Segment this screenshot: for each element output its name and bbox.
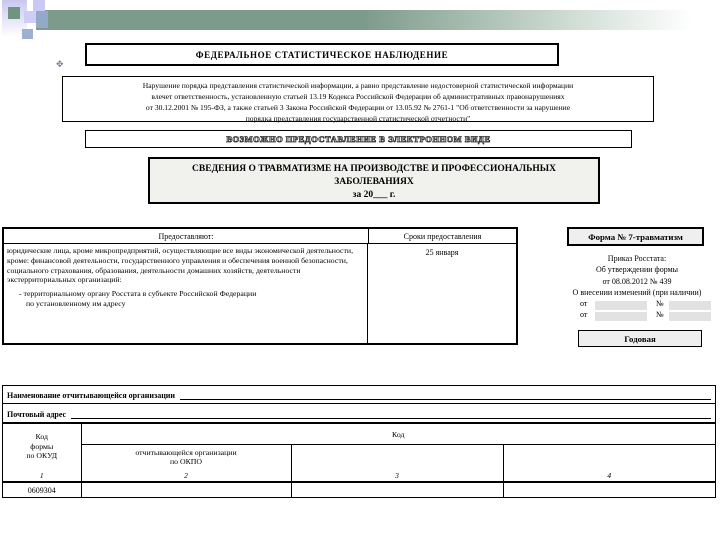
- rosstat-order-block: [556, 253, 718, 298]
- form-number-box: [567, 227, 704, 246]
- form-title-period: за 20___ г.: [352, 190, 396, 200]
- amendment2-number-field[interactable]: [669, 312, 711, 321]
- org-name-fill-line[interactable]: [180, 389, 711, 400]
- postal-address-fill-line[interactable]: [71, 408, 711, 419]
- decoration-square-green: [8, 7, 20, 19]
- decoration-square-steel-small: [22, 29, 33, 39]
- periodicity-label: Годовая: [624, 333, 656, 344]
- warning-line: Нарушение порядка представления статистической информации, а равно представление недостоверной статистической информации: [142, 81, 574, 90]
- decoration-square-lavender-mid: [24, 11, 36, 23]
- organization-section: [2, 385, 716, 498]
- object-anchor-icon: ✥: [56, 59, 64, 69]
- recipient-line: по установленному им адресу: [26, 298, 126, 308]
- okud-header-cell: [3, 423, 81, 469]
- recipient-line: - территориальному органу Росстата в субъекте Российской Федерации: [19, 289, 257, 299]
- amendment1-number-field[interactable]: [669, 301, 711, 310]
- amendment2-from-label: от: [580, 310, 588, 319]
- warning-line: влечет ответственность, установленную статьей 13.19 Кодекса Российской Федерации об административных правонарушениях: [151, 92, 565, 101]
- deadline-header-cell: Сроки предоставления: [403, 231, 482, 241]
- okud-header-line: по ОКУД: [26, 451, 58, 461]
- warning-line: от 30.12.2001 № 195-ФЗ, а также статьей 3 Закона Российской Федерации от 13.05.92 № 2761-1 "Об ответственности за нарушение: [145, 103, 571, 112]
- code-input-cell[interactable]: [503, 482, 715, 497]
- org-name-row: [3, 386, 715, 404]
- okud-code-cell: 0609304: [3, 482, 81, 497]
- decoration-square-steel-tall: [36, 11, 48, 28]
- code-input-cell[interactable]: [291, 482, 503, 497]
- postal-address-label: Почтовый адрес: [7, 410, 67, 419]
- code-header-empty-cell: [503, 445, 715, 470]
- okpo-code-input-cell[interactable]: [81, 482, 291, 497]
- order-line: Приказ Росстата:: [607, 254, 667, 263]
- form-title-box: [148, 157, 600, 204]
- form-title-line: СВЕДЕНИЯ О ТРАВМАТИЗМЕ НА ПРОИЗВОДСТВЕ И ПРОФЕССИОНАЛЬНЫХ: [192, 164, 556, 174]
- federal-observation-title-box: [85, 43, 559, 66]
- form-title-line: ЗАБОЛЕВАНИЯХ: [334, 177, 414, 187]
- order-line: от 08.08.2012 № 439: [602, 276, 672, 286]
- amendment2-date-field[interactable]: [595, 312, 647, 321]
- providers-cell: [4, 244, 368, 343]
- code-header-empty-cell: [291, 445, 503, 470]
- liability-warning-box: [62, 76, 654, 122]
- deadline-value-cell: 25 января: [425, 248, 459, 257]
- providers-table-header-row: [4, 229, 516, 244]
- postal-address-row: [3, 404, 715, 422]
- column-number-cell: 4: [503, 469, 715, 482]
- okpo-header-line: по ОКПО: [169, 457, 203, 466]
- okpo-header-line: отчитывающейся организации: [135, 447, 237, 457]
- amendment1-from-label: от: [580, 299, 588, 308]
- org-name-label: Наименование отчитывающейся организации: [7, 391, 176, 400]
- code-header-cell: Код: [81, 423, 715, 445]
- warning-line: порядка представления государственной статистической отчетности": [245, 114, 471, 123]
- okud-header-line: Код: [35, 432, 48, 442]
- amendment1-date-field[interactable]: [595, 301, 647, 310]
- electronic-submission-notice-box: [85, 130, 632, 148]
- electronic-submission-notice: ВОЗМОЖНО ПРЕДОСТАВЛЕНИЕ В ЭЛЕКТРОННОМ ВИДЕ: [226, 134, 491, 144]
- periodicity-box: [578, 330, 702, 347]
- codes-table: [3, 422, 715, 497]
- okud-header-line: формы: [30, 441, 54, 451]
- order-line: О внесении изменений (при наличии): [572, 287, 702, 297]
- column-number-cell: 2: [81, 469, 291, 482]
- column-number-cell: 3: [291, 469, 503, 482]
- providers-table: [2, 227, 518, 345]
- decoration-green-bar: [36, 10, 720, 30]
- column-number-cell: 1: [3, 469, 81, 482]
- federal-observation-title: ФЕДЕРАЛЬНОЕ СТАТИСТИЧЕСКОЕ НАБЛЮДЕНИЕ: [195, 49, 449, 60]
- providers-table-body-row: [4, 244, 516, 343]
- amendment1-number-label: №: [656, 299, 664, 308]
- form-number-label: Форма № 7-травматизм: [588, 231, 683, 242]
- order-line: Об утверждении формы: [595, 265, 679, 275]
- providers-text: юридические лица, кроме микропредприятий, осуществляющие все виды экономической деятельности, кроме: финансовой деятельности, государственного управления и обеспечения военной безопасности, социального страхования, образования, деятельности домашних хозяйств, деятельности экстерриториальных организаций:: [7, 246, 354, 285]
- providers-header-cell: Предоставляют:: [4, 229, 369, 243]
- amendment2-number-label: №: [656, 310, 664, 319]
- okpo-header-cell: [81, 445, 291, 470]
